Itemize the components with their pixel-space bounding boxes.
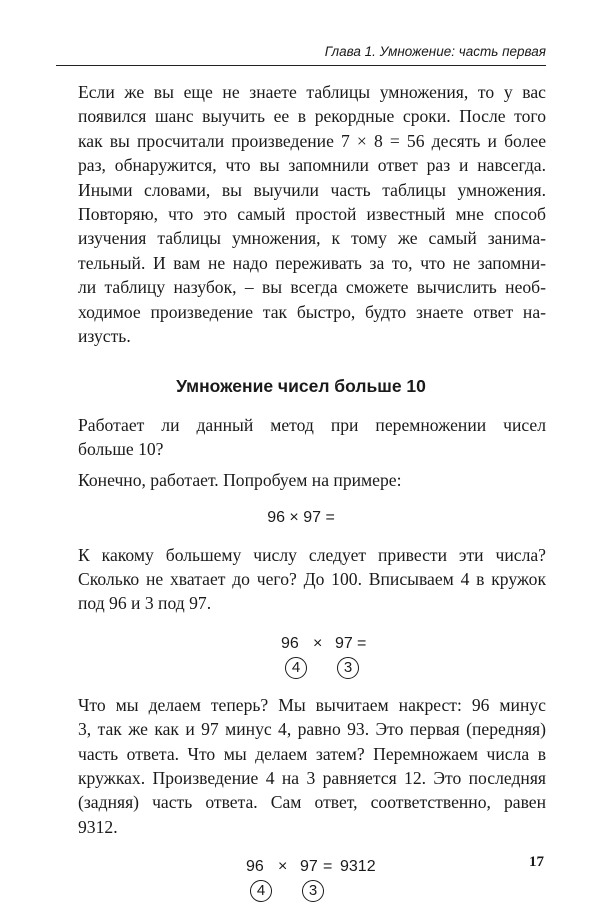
text-line: больше 10? [78, 439, 164, 460]
text-line: Сколько не хватает до чего? До 100. Вписываем 4 в кружок [78, 568, 546, 589]
text-line: ли таблицу назубок, – вы всегда сможете вычислить необ- [78, 277, 546, 298]
text-line: К какому большему числу следует привести эти числа? [78, 544, 546, 565]
text-line: Иными словами, вы выучили часть таблицы умножения. [78, 179, 546, 200]
text-line: тельный. И вам не надо переживать за то, что не запомни- [78, 252, 546, 273]
math-number: 97 [300, 858, 318, 876]
circled-number: 4 [285, 657, 307, 679]
math-number: 97 [335, 634, 353, 652]
paragraph-explanation [56, 693, 546, 839]
text-line: (задняя) часть ответа. Сам ответ, соответственно, равен [78, 792, 546, 813]
text-line: как вы просчитали произведение 7 × 8 = 56 десять и более [78, 130, 546, 151]
text-line: ходимое произведение так быстро, будто знаете ответ на- [78, 301, 546, 322]
text-line: часть ответа. Что мы делаем затем? Перемножаем числа в [78, 743, 546, 764]
text-line: Работает ли данный метод при перемножении чисел [78, 414, 546, 435]
page-number: 17 [529, 854, 544, 870]
text-line: изучения таблицы умножения, к тому же самый занима- [78, 228, 546, 249]
text-line: раз, обнаружится, что вы запомнили ответ раз и навсегда. [78, 155, 546, 176]
math-example-2 [237, 632, 365, 679]
text-line: появился шанс выучить ее в рекордные сроки. После того [78, 106, 546, 127]
circled-number: 4 [250, 880, 272, 902]
text-line: под 96 и 3 под 97. [78, 593, 212, 614]
text-line: 9312. [78, 816, 118, 837]
math-number: 96 [246, 858, 264, 876]
text-line: изусть. [78, 326, 131, 347]
circled-number: 3 [337, 657, 359, 679]
section-heading: Умножение чисел больше 10 [176, 376, 426, 397]
page-body [56, 80, 546, 916]
math-example-3 [226, 855, 376, 902]
text-line: кружках. Произведение 4 на 3 равняется 12. Это последняя [78, 767, 546, 788]
times-sign: × [313, 634, 323, 652]
paragraph-circles [56, 543, 546, 616]
paragraph-intro [56, 80, 546, 348]
text-line: Если же вы еще не знаете таблицы умножения, то у вас [78, 82, 546, 102]
running-header: Глава 1. Умножение: часть первая [56, 44, 546, 66]
text-line: Конечно, работает. Попробуем на примере: [78, 469, 402, 490]
text-line: 3, так же как и 97 минус 4, равно 93. Это первая (передняя) [78, 719, 546, 740]
paragraph-answer [56, 468, 546, 492]
math-number: 96 [281, 634, 299, 652]
text-line: Повторяю, что это самый простой известный мне способ [78, 204, 546, 225]
times-sign: × [278, 858, 288, 876]
circled-number: 3 [302, 880, 324, 902]
paragraph-question [56, 413, 546, 462]
math-example-1: 96 × 97 = [267, 509, 335, 527]
math-result: 9312 [340, 858, 376, 876]
equals-sign: = [323, 858, 333, 876]
text-line: Что мы делаем теперь? Мы вычитаем накрест: 96 минус [78, 694, 546, 715]
equals-sign: = [357, 634, 367, 652]
